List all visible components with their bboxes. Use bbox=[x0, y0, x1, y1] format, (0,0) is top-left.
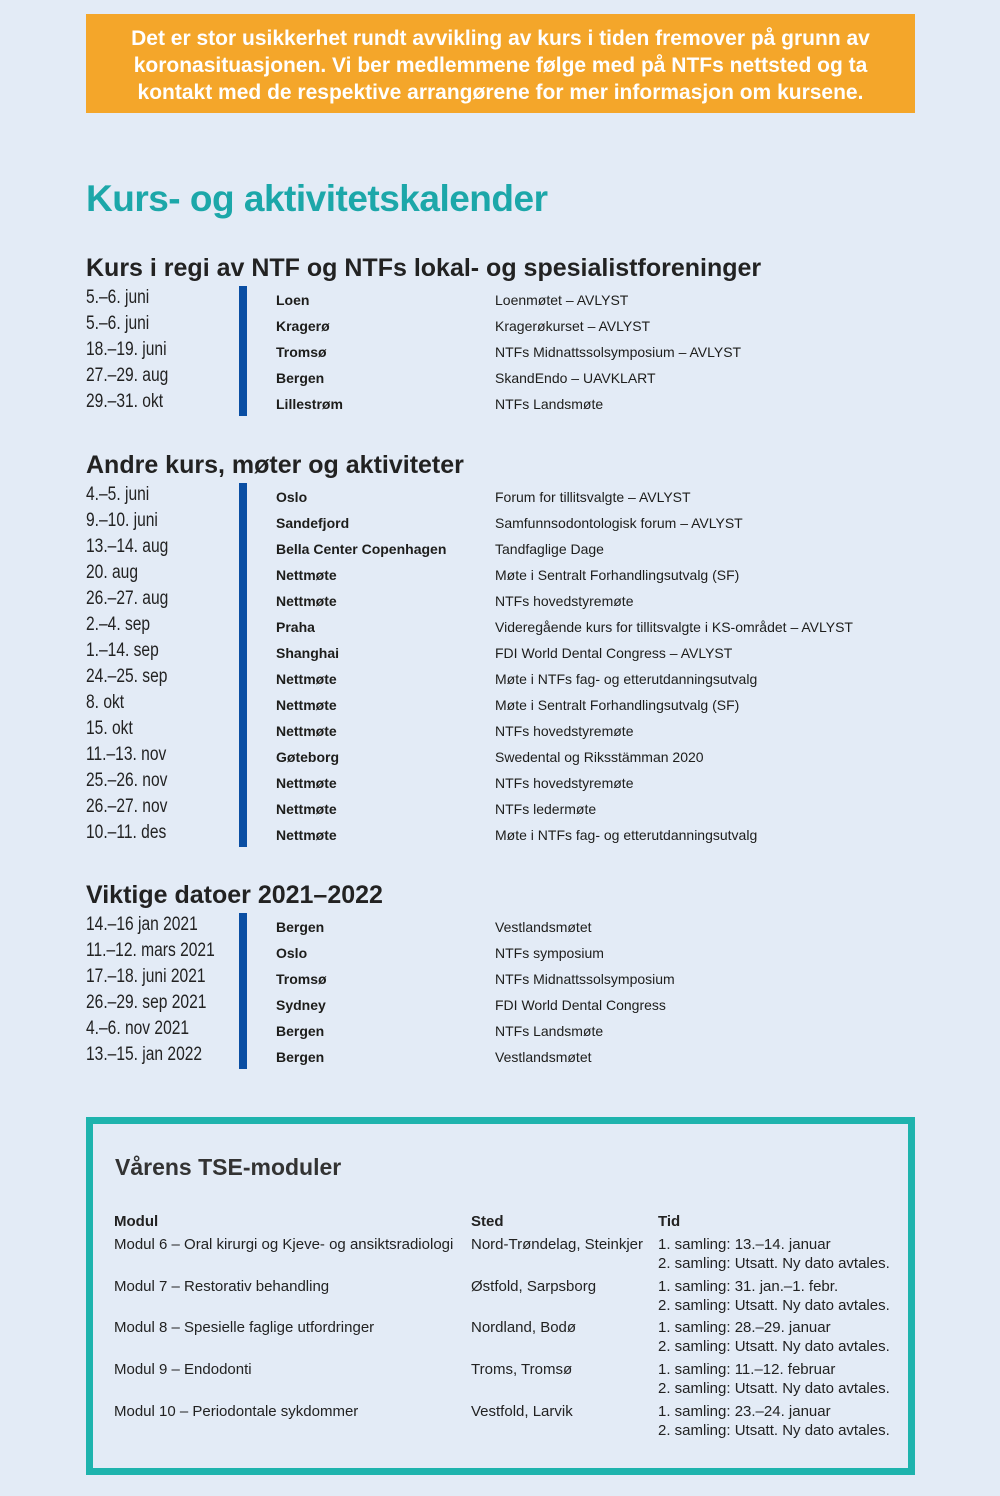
event-title: FDI World Dental Congress bbox=[495, 997, 666, 1013]
event-date: 26.–27. nov bbox=[86, 796, 168, 817]
event-title: NTFs ledermøte bbox=[495, 801, 597, 817]
notice-line: kontakt med de respektive arrangørene for mer informasjon om kursene. bbox=[137, 81, 864, 104]
event-place: Sandefjord bbox=[276, 515, 350, 531]
event-date: 5.–6. juni bbox=[86, 287, 150, 308]
module-time-second: 2. samling: Utsatt. Ny dato avtales. bbox=[658, 1296, 890, 1314]
event-title: FDI World Dental Congress – AVLYST bbox=[495, 645, 733, 661]
event-row bbox=[86, 1017, 946, 1043]
event-title: Samfunnsodontologisk forum – AVLYST bbox=[495, 515, 743, 531]
event-title: Kragerøkurset – AVLYST bbox=[495, 318, 651, 334]
event-title: Møte i Sentralt Forhandlingsutvalg (SF) bbox=[495, 697, 740, 713]
tse-module-row bbox=[93, 1235, 908, 1275]
event-date: 1.–14. sep bbox=[86, 640, 159, 661]
module-time-second: 2. samling: Utsatt. Ny dato avtales. bbox=[658, 1421, 890, 1439]
event-place: Sydney bbox=[276, 997, 326, 1013]
tse-module-row bbox=[93, 1318, 908, 1358]
event-place: Oslo bbox=[276, 489, 308, 505]
event-date: 24.–25. sep bbox=[86, 666, 168, 687]
module-time-first: 1. samling: 23.–24. januar bbox=[658, 1402, 831, 1420]
event-date: 13.–15. jan 2022 bbox=[86, 1044, 203, 1065]
module-time-first: 1. samling: 13.–14. januar bbox=[658, 1236, 831, 1253]
section-other-courses bbox=[86, 447, 946, 847]
event-title: SkandEndo – UAVKLART bbox=[495, 370, 656, 386]
module-time bbox=[658, 1235, 890, 1273]
event-row bbox=[86, 991, 946, 1017]
tse-title: Vårens TSE-moduler bbox=[115, 1154, 342, 1180]
event-date: 9.–10. juni bbox=[86, 510, 158, 531]
event-row bbox=[86, 795, 946, 821]
tse-module-row bbox=[93, 1402, 908, 1442]
event-date: 5.–6. juni bbox=[86, 313, 150, 334]
event-row bbox=[86, 483, 946, 509]
module-time bbox=[658, 1360, 890, 1398]
module-location: Østfold, Sarpsborg bbox=[471, 1277, 597, 1295]
event-place: Nettmøte bbox=[276, 593, 337, 609]
event-date: 25.–26. nov bbox=[86, 770, 168, 791]
event-place: Nettmøte bbox=[276, 775, 337, 791]
event-place: Nettmøte bbox=[276, 567, 337, 583]
event-title: NTFs Landsmøte bbox=[495, 1023, 604, 1039]
module-time-second: 2. samling: Utsatt. Ny dato avtales. bbox=[658, 1380, 890, 1398]
tse-module-row bbox=[93, 1360, 908, 1400]
event-title: Swedental og Riksstämman 2020 bbox=[495, 749, 704, 765]
event-row bbox=[86, 561, 946, 587]
event-row bbox=[86, 913, 946, 939]
event-place: Bergen bbox=[276, 1023, 325, 1039]
event-row bbox=[86, 286, 946, 312]
event-place: Bella Center Copenhagen bbox=[276, 541, 447, 557]
event-title: NTFs hovedstyremøte bbox=[495, 593, 634, 609]
event-row bbox=[86, 821, 946, 847]
event-place: Nettmøte bbox=[276, 697, 337, 713]
module-location: Nord-Trøndelag, Steinkjer bbox=[471, 1236, 644, 1253]
event-row bbox=[86, 665, 946, 691]
module-time-first: 1. samling: 31. jan.–1. febr. bbox=[658, 1277, 839, 1295]
module-time-second: 2. samling: Utsatt. Ny dato avtales. bbox=[658, 1255, 890, 1272]
module-time-first: 1. samling: 11.–12. februar bbox=[658, 1361, 836, 1379]
event-row bbox=[86, 390, 946, 416]
event-row bbox=[86, 364, 946, 390]
event-date: 8. okt bbox=[86, 692, 125, 713]
module-name: Modul 10 – Periodontale sykdommer bbox=[114, 1402, 359, 1420]
event-title: Forum for tillitsvalgte – AVLYST bbox=[495, 489, 691, 505]
section-heading: Kurs i regi av NTF og NTFs lokal- og spesialistforeninger bbox=[86, 254, 762, 282]
module-time bbox=[658, 1277, 890, 1315]
column-header-sted: Sted bbox=[471, 1213, 504, 1230]
page-title: Kurs- og aktivitetskalender bbox=[86, 178, 548, 219]
module-location: Nordland, Bodø bbox=[471, 1319, 577, 1337]
module-location: Vestfold, Larvik bbox=[471, 1402, 573, 1420]
event-title: Loenmøtet – AVLYST bbox=[495, 292, 629, 308]
event-row bbox=[86, 312, 946, 338]
event-date: 27.–29. aug bbox=[86, 365, 169, 386]
section-heading: Andre kurs, møter og aktiviteter bbox=[86, 451, 464, 479]
event-title: NTFs hovedstyremøte bbox=[495, 723, 634, 739]
event-row bbox=[86, 939, 946, 965]
corona-notice bbox=[86, 14, 915, 113]
module-time-second: 2. samling: Utsatt. Ny dato avtales. bbox=[658, 1338, 890, 1356]
event-date: 2.–4. sep bbox=[86, 614, 151, 635]
event-title: Møte i NTFs fag- og etterutdanningsutvalg bbox=[495, 827, 758, 843]
event-list bbox=[86, 483, 946, 847]
module-name: Modul 9 – Endodonti bbox=[114, 1361, 252, 1379]
notice-line: koronasituasjonen. Vi ber medlemmene følge med på NTFs nettsted og ta bbox=[133, 54, 868, 77]
event-row bbox=[86, 535, 946, 561]
event-date: 26.–27. aug bbox=[86, 588, 169, 609]
event-list bbox=[86, 286, 946, 416]
event-date: 11.–12. mars 2021 bbox=[86, 940, 215, 961]
event-place: Nettmøte bbox=[276, 827, 337, 843]
event-row bbox=[86, 509, 946, 535]
module-name: Modul 6 – Oral kirurgi og Kjeve- og ansiktsradiologi bbox=[114, 1236, 454, 1253]
event-row bbox=[86, 613, 946, 639]
event-row bbox=[86, 743, 946, 769]
module-time bbox=[658, 1318, 890, 1356]
event-date: 26.–29. sep 2021 bbox=[86, 992, 207, 1013]
event-place: Tromsø bbox=[276, 344, 327, 360]
event-place: Nettmøte bbox=[276, 671, 337, 687]
event-row bbox=[86, 691, 946, 717]
event-row bbox=[86, 965, 946, 991]
event-place: Nettmøte bbox=[276, 801, 337, 817]
module-name: Modul 8 – Spesielle faglige utfordringer bbox=[114, 1319, 375, 1337]
event-place: Bergen bbox=[276, 919, 325, 935]
event-row bbox=[86, 717, 946, 743]
event-date: 4.–6. nov 2021 bbox=[86, 1018, 190, 1039]
event-date: 17.–18. juni 2021 bbox=[86, 966, 206, 987]
event-title: NTFs hovedstyremøte bbox=[495, 775, 634, 791]
event-place: Oslo bbox=[276, 945, 308, 961]
event-row bbox=[86, 769, 946, 795]
tse-module-row bbox=[93, 1277, 908, 1317]
event-row bbox=[86, 587, 946, 613]
event-row bbox=[86, 639, 946, 665]
event-place: Lillestrøm bbox=[276, 396, 343, 412]
event-date: 11.–13. nov bbox=[86, 744, 167, 765]
module-time-first: 1. samling: 28.–29. januar bbox=[658, 1319, 831, 1337]
notice-line: Det er stor usikkerhet rundt avvikling av kurs i tiden fremover på grunn av bbox=[131, 27, 870, 50]
event-date: 29.–31. okt bbox=[86, 391, 164, 412]
section-heading: Viktige datoer 2021–2022 bbox=[86, 881, 383, 909]
event-place: Gøteborg bbox=[276, 749, 339, 765]
event-place: Bergen bbox=[276, 370, 325, 386]
event-place: Praha bbox=[276, 619, 315, 635]
event-title: Vestlandsmøtet bbox=[495, 919, 592, 935]
event-date: 15. okt bbox=[86, 718, 133, 739]
event-title: NTFs Landsmøte bbox=[495, 396, 604, 412]
event-list bbox=[86, 913, 946, 1069]
event-row bbox=[86, 1043, 946, 1069]
event-date: 10.–11. des bbox=[86, 822, 167, 843]
event-place: Loen bbox=[276, 292, 310, 308]
event-date: 14.–16 jan 2021 bbox=[86, 914, 198, 935]
column-header-tid: Tid bbox=[658, 1213, 681, 1230]
module-location: Troms, Tromsø bbox=[471, 1361, 573, 1379]
event-place: Kragerø bbox=[276, 318, 330, 334]
event-title: Møte i Sentralt Forhandlingsutvalg (SF) bbox=[495, 567, 740, 583]
event-date: 13.–14. aug bbox=[86, 536, 169, 557]
tse-modules-box bbox=[86, 1117, 915, 1475]
event-title: Møte i NTFs fag- og etterutdanningsutvalg bbox=[495, 671, 758, 687]
event-title: Videregående kurs for tillitsvalgte i KS-området – AVLYST bbox=[495, 619, 853, 635]
event-title: NTFs Midnattssolsymposium bbox=[495, 971, 675, 987]
event-place: Tromsø bbox=[276, 971, 327, 987]
event-place: Bergen bbox=[276, 1049, 325, 1065]
event-date: 18.–19. juni bbox=[86, 339, 167, 360]
event-place: Nettmøte bbox=[276, 723, 337, 739]
column-header-modul: Modul bbox=[114, 1213, 159, 1230]
event-title: Tandfaglige Dage bbox=[495, 541, 604, 557]
section-ntf-courses bbox=[86, 250, 946, 416]
event-place: Shanghai bbox=[276, 645, 340, 661]
event-title: NTFs Midnattssolsymposium – AVLYST bbox=[495, 344, 742, 360]
module-time bbox=[658, 1402, 890, 1440]
section-important-dates bbox=[86, 877, 946, 1069]
module-name: Modul 7 – Restorativ behandling bbox=[114, 1277, 330, 1295]
event-row bbox=[86, 338, 946, 364]
event-title: Vestlandsmøtet bbox=[495, 1049, 592, 1065]
event-date: 4.–5. juni bbox=[86, 484, 150, 505]
event-date: 20. aug bbox=[86, 562, 138, 583]
event-title: NTFs symposium bbox=[495, 945, 604, 961]
